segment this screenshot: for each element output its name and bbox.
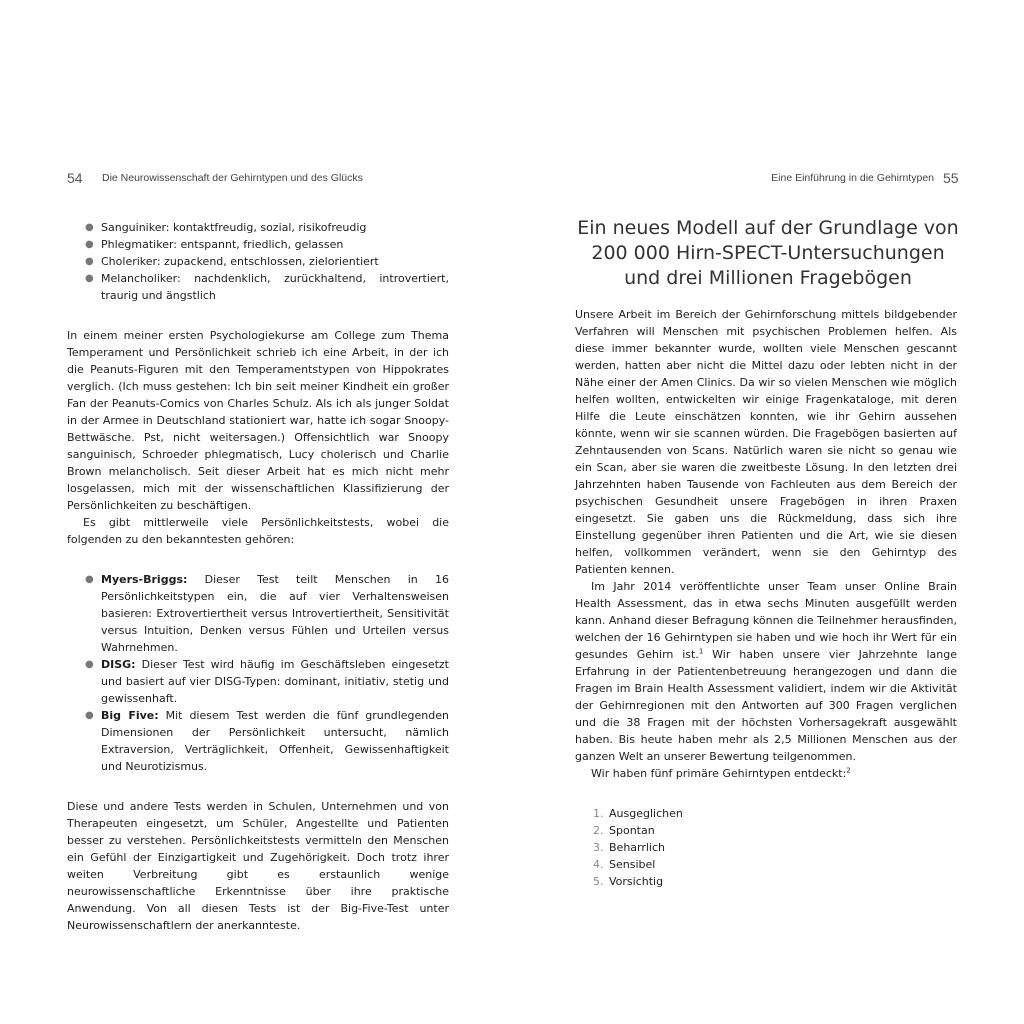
tests-list [67,571,449,775]
paragraph: In einem meiner ersten Psychologiekurse am College zum Thema Temperament und Persönlichkeit schrieb ich eine Arbeit, in der ich die Peanuts-Figuren mit den Temperamentstypen von Hippokrates verglich. (Ich muss gestehen: Ich bin seit meiner Kindheit ein großer Fan der Peanuts-Comics von Charles Schulz. Als ich als junger Soldat in der Armee in Deutschland stationiert war, hatte ich sogar Snoopy-Bettwäsche. Pst, nicht weitersagen.) Offensichtlich war Snoopy sanguinisch, Schroeder phlegmatisch, Lucy cholerisch und Charlie Brown melancholisch. Seit dieser Arbeit hat es mich nicht mehr losgelassen, mich mit der wissenschaftlichen Klassifizierung der Persönlichkeiten zu beschäftigen. [67,329,449,512]
paragraph: Es gibt mittlerweile viele Persönlichkeitstests, wobei die folgenden zu den bekanntesten gehören: [67,516,449,546]
list-item: 1. Ausgeglichen [593,807,683,820]
right-text-column [575,306,957,890]
brain-types-list [575,805,957,890]
bullet-icon: ● [85,659,94,670]
running-head: Die Neurowissenschaft der Gehirntypen und des Glücks [102,172,363,184]
list-item: ● Melancholiker: nachdenklich, zurückhaltend, introvertiert, traurig und ängstlich [85,272,449,302]
list-item: ● Myers-Briggs: Dieser Test teilt Menschen in 16 Persönlichkeitstypen ein, die auf vier Verhaltensweisen basieren: Extrovertiertheit versus Introvertiertheit, Sensitivität versus Intuition, Denken versus Fühlen und Urteilen versus Wahrnehmen. [85,573,449,654]
page-number: 54 [67,170,83,186]
section-heading: Ein neues Modell auf der Grundlage von 200 000 Hirn-SPECT-Untersuchungen und drei Millionen Fragebögen [577,217,959,289]
right-page [512,0,1024,1024]
bullet-icon: ● [85,256,94,267]
list-item: ● Big Five: Mit diesem Test werden die fünf grundlegenden Dimensionen der Persönlichkeit untersucht, nämlich Extraversion, Verträglichkeit, Offenheit, Gewissenhaftigkeit und Neurotizismus. [85,709,449,773]
page-number: 55 [943,170,959,186]
paragraph: Wir haben fünf primäre Gehirntypen entdeckt:$^2$ [591,766,851,780]
bullet-icon: ● [85,710,94,721]
footnote-marker[interactable]: 1 [698,647,704,656]
paragraph: Im Jahr 2014 veröffentlichte unser Team unser Online Brain Health Assessment, das in etwa sechs Minuten ausgefüllt werden kann. Anhand dieser Befragung können die Teilnehmer herausfinden, welchen der 16 Gehirntypen sie haben und wie hoch ihr Wert für ein gesundes Gehirn ist.$^1$ Wir haben unsere vier Jahrzehnte lange Erfahrung in der Patientenbetreuung herangezogen und dann die Fragen im Brain Health Assessment validiert, indem wir die Aktivität der Gehirnregionen mit den Antworten auf 300 Fragen verglichen und die 38 Fragen mit der höchsten Vorhersagekraft ausgewählt haben. Bis heute haben mehr als 2,5 Millionen Menschen aus der ganzen Welt an unserer Bewertung teilgenommen. [575,580,957,763]
temperament-list [67,219,449,304]
bullet-icon: ● [85,574,94,585]
list-item: 4. Sensibel [593,858,656,871]
list-item: 2. Spontan [593,824,655,837]
list-item: ● Sanguiniker: kontaktfreudig, sozial, risikofreudig [85,221,367,234]
list-item: 5. Vorsichtig [593,875,664,888]
paragraph: Unsere Arbeit im Bereich der Gehirnforschung mittels bildgebender Verfahren will Menschen mit psychischen Problemen helfen. Als diese immer bekannter wurde, wollten viele Menschen gescannt werden, hatten aber nicht die Mittel dazu oder lebten nicht in der Nähe einer der Amen Clinics. Da wir so vielen Menschen wie möglich helfen wollten, entwickelten wir einige Fragenkataloge, mit deren Hilfe die Leute einschätzen konnten, wie ihr Gehirn aussehen könnte, wenn wir sie scannen würden. Die Fragebögen basierten auf Zehntausenden von Scans. Natürlich waren sie nicht so genau wie ein Scan, aber sie waren die zweitbeste Lösung. In den letzten drei Jahrzehnten haben Tausende von Fachleuten aus dem Bereich der psychischen Gesundheit unsere Fragebögen in ihren Praxen eingesetzt. Sie gaben uns die Rückmeldung, dass sich ihre Einstellung gegenüber ihren Patienten und die Art, wie sie diesen helfen, vollkommen verändert, wenn sie den Gehirntyp des Patienten kennen. [575,308,957,576]
left-text-column [67,219,449,934]
bullet-icon: ● [85,239,94,250]
list-item: ● Phlegmatiker: entspannt, friedlich, gelassen [85,238,344,251]
running-head: Eine Einführung in die Gehirntypen [771,172,934,184]
list-item: ● DISG: Dieser Test wird häufig im Geschäftsleben eingesetzt und basiert auf vier DISG-Typen: dominant, initiativ, stetig und gewissenhaft. [85,658,449,705]
list-item: 3. Beharrlich [593,841,666,854]
bullet-icon: ● [85,222,94,233]
list-item: ● Choleriker: zupackend, entschlossen, zielorientiert [85,255,379,268]
paragraph: Diese und andere Tests werden in Schulen, Unternehmen und von Therapeuten eingesetzt, um Schüler, Angestellte und Patienten besser zu verstehen. Persönlichkeitstests vermitteln den Menschen ein Gefühl der Einzigartigkeit und Zugehörigkeit. Doch trotz ihrer weiten Verbreitung gibt es erstaunlich wenige neurowissenschaftliche Erkenntnisse über ihre praktische Anwendung. Von all diesen Tests ist der Big-Five-Test unter Neurowissenschaftlern der anerkannteste. [67,800,449,932]
footnote-marker[interactable]: 2 [846,766,851,775]
bullet-icon: ● [85,273,94,284]
